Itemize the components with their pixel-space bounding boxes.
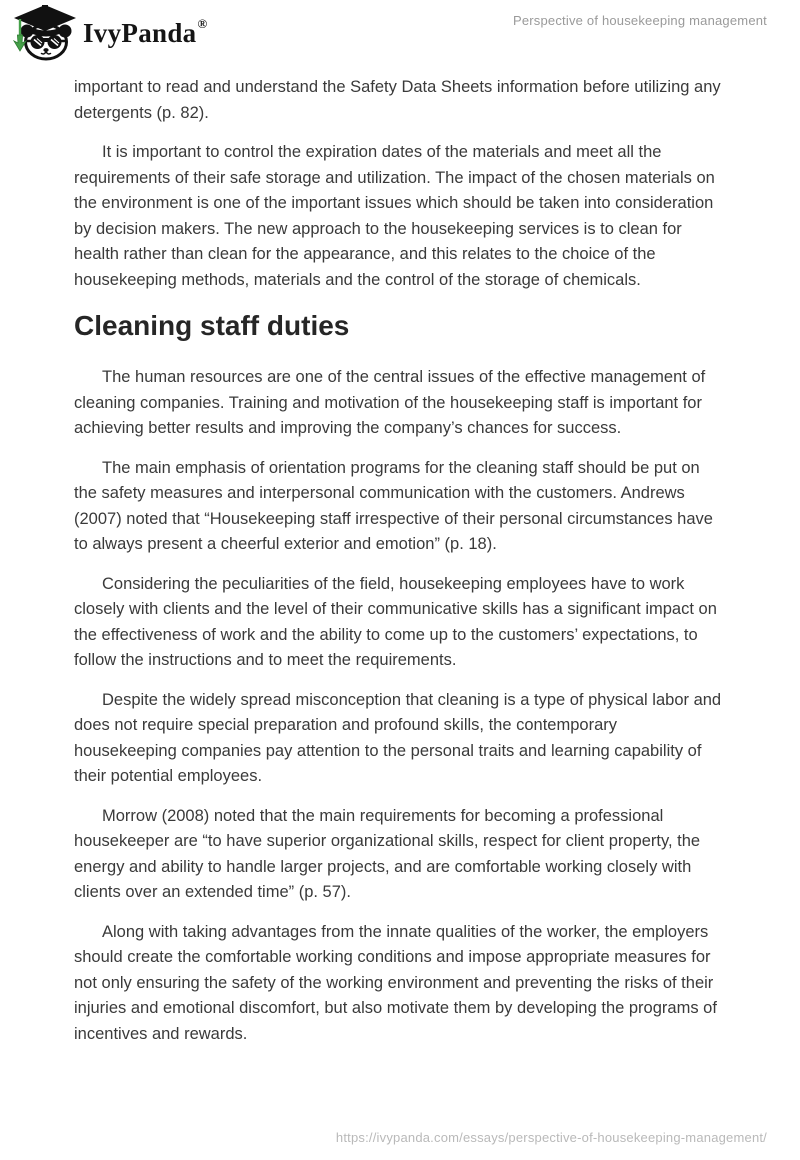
paragraph: It is important to control the expiration dates of the materials and meet all the requirements of their safe storage and utilization. The impact of the chosen materials on the environment is one of the important issues which should be taken into consideration by decision makers. The new approach to the housekeeping services is to clean for health rather than clean for the appearance, and this relates to the choice of the housekeeping methods, materials and the control of the storage of chemicals. bbox=[74, 143, 715, 289]
paragraph: The main emphasis of orientation programs for the cleaning staff should be put on the safety measures and interpersonal communication with the customers. Andrews (2007) noted that “Housekeeping staff irrespective of their personal circumstances have to always present a cheerful exterior and emotion” (p. 18). bbox=[74, 458, 713, 553]
running-header-title: Perspective of housekeeping management bbox=[512, 13, 767, 28]
paragraph: Despite the widely spread misconception that cleaning is a type of physical labor and does not require special preparation and profound skills, the contemporary housekeeping companies pay attention to the personal traits and learning capability of their potential employees. bbox=[74, 690, 722, 785]
paragraph: The human resources are one of the central issues of the effective management of cleaning companies. Training and motivation of the housekeeping staff is important for achieving better results and improving the company’s chances for success. bbox=[74, 368, 706, 437]
source-url: https://ivypanda.com/essays/perspective-of-housekeeping-management/ bbox=[335, 1130, 767, 1145]
brand-name: IvyPanda bbox=[83, 17, 197, 48]
brand bbox=[13, 5, 207, 61]
paragraph: Along with taking advantages from the innate qualities of the worker, the employers should create the comfortable working conditions and impose appropriate measures for not only ensuring the safety of the working environment and preventing the risks of their injuries and emotional discomfort, but also motivate them by developing the programs of incentives and rewards. bbox=[74, 922, 717, 1043]
paragraph: important to read and understand the Safety Data Sheets information before utilizing any detergents (p. 82). bbox=[74, 78, 721, 122]
section-heading: Cleaning staff duties bbox=[74, 310, 350, 341]
paragraph: Morrow (2008) noted that the main requirements for becoming a professional housekeeper are “to have superior organizational skills, respect for client property, the energy and ability to handle larger projects, and are comfortable working closely with clients over an extended time” (p. 57). bbox=[74, 806, 701, 901]
registered-trademark-symbol: ® bbox=[197, 16, 208, 31]
ivypanda-panda-logo-icon bbox=[13, 5, 77, 61]
page-header bbox=[0, 0, 800, 66]
paragraph: Considering the peculiarities of the field, housekeeping employees have to work closely with clients and the level of their communicative skills has a significant impact on the effectiveness of work and the ability to come up to the customers’ expectations, to follow the instructions and to meet the requirements. bbox=[74, 574, 717, 669]
article-content bbox=[74, 75, 724, 1061]
